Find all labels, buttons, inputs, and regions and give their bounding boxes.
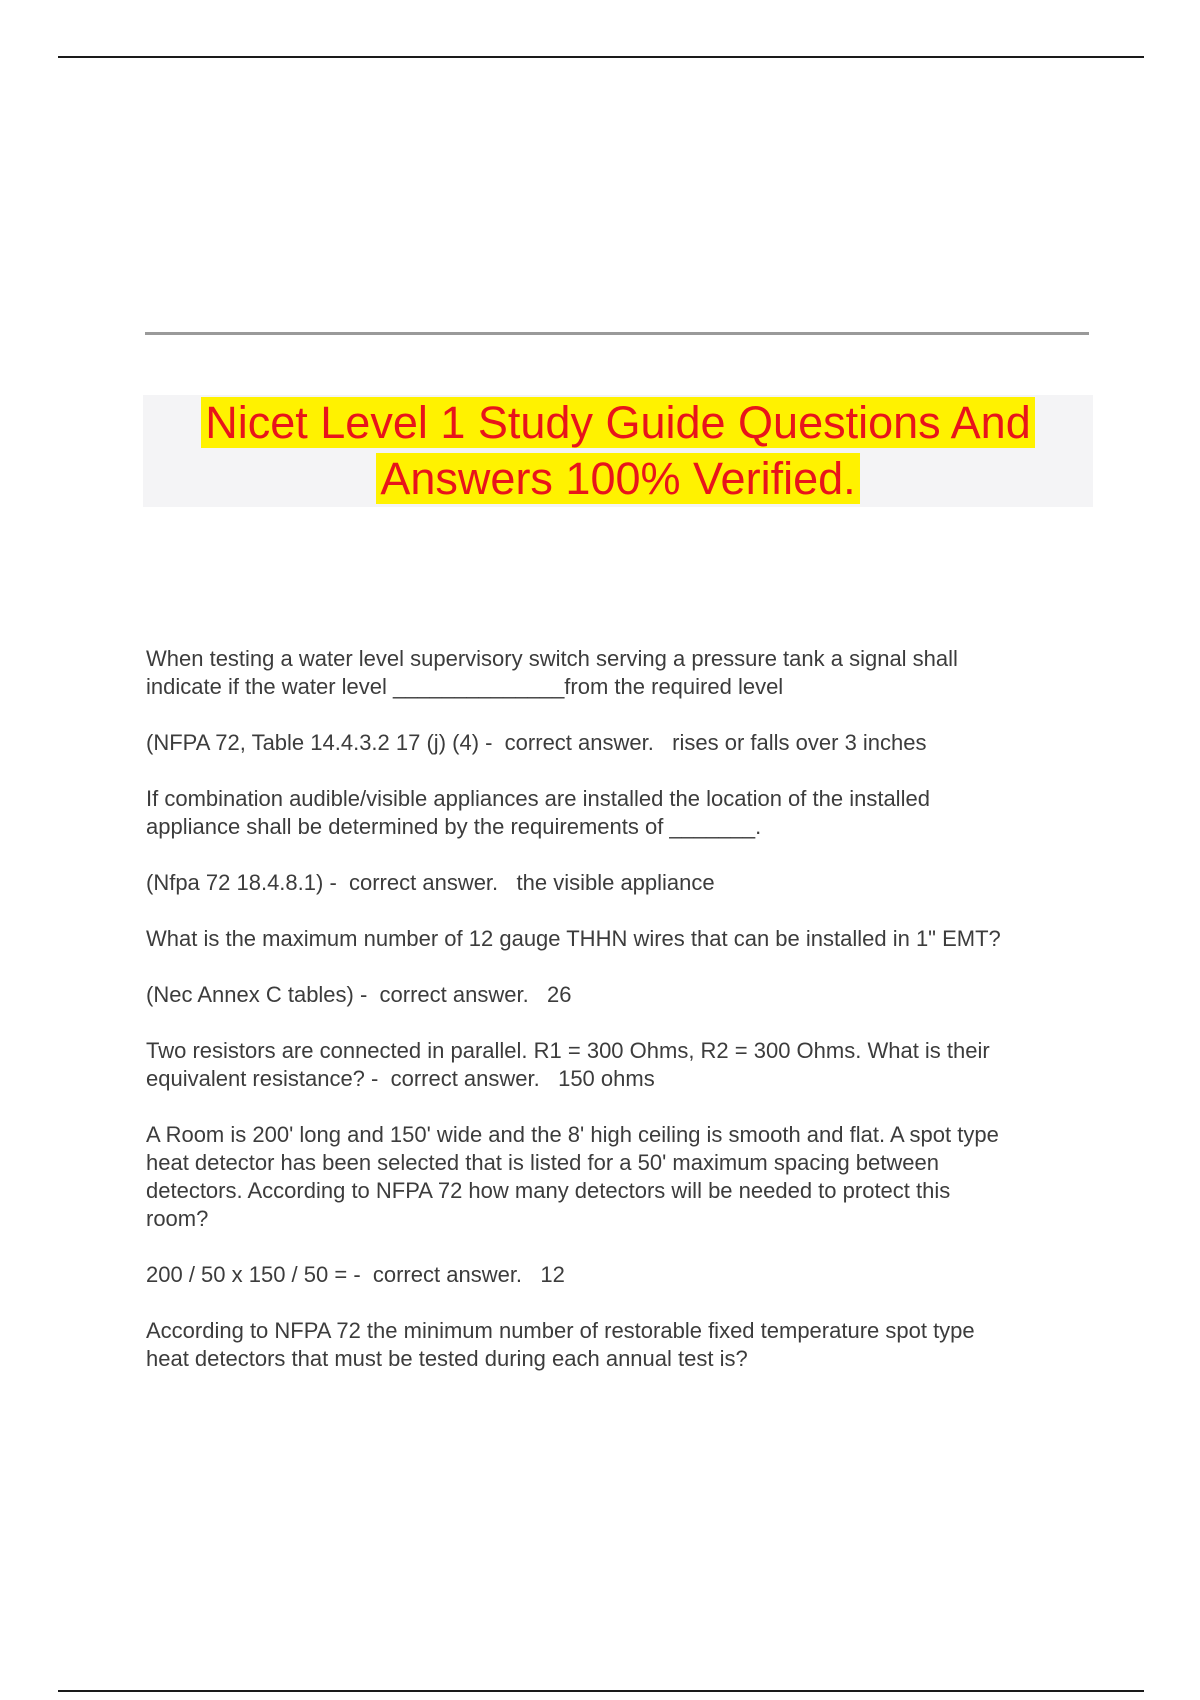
- document-title-line-1: Nicet Level 1 Study Guide Questions And: [143, 395, 1093, 451]
- answer-paragraph: (NFPA 72, Table 14.4.3.2 17 (j) (4) - correct answer. rises or falls over 3 inches: [146, 730, 927, 755]
- answer-paragraph: (Nec Annex C tables) - correct answer. 26: [146, 982, 572, 1007]
- title-block: [143, 395, 1093, 507]
- page-bottom-rule: [58, 1690, 1144, 1692]
- question-paragraph: According to NFPA 72 the minimum number of restorable fixed temperature spot type heat detectors that must be tested during each annual test is?: [146, 1318, 975, 1371]
- title-divider: [145, 332, 1089, 335]
- answer-paragraph: (Nfpa 72 18.4.8.1) - correct answer. the visible appliance: [146, 870, 715, 895]
- question-paragraph: What is the maximum number of 12 gauge THHN wires that can be installed in 1" EMT?: [146, 926, 1001, 951]
- question-paragraph: If combination audible/visible appliances are installed the location of the installed appliance shall be determined by the requirements of _______.: [146, 786, 930, 839]
- question-paragraph: A Room is 200' long and 150' wide and the 8' high ceiling is smooth and flat. A spot type heat detector has been selected that is listed for a 50' maximum spacing between detectors. According to NFPA 72 how many detectors will be needed to protect this room?: [146, 1122, 999, 1231]
- answer-paragraph: 200 / 50 x 150 / 50 = - correct answer. 12: [146, 1262, 565, 1287]
- study-guide-content: [146, 645, 1106, 1401]
- question-answer-paragraph: Two resistors are connected in parallel. R1 = 300 Ohms, R2 = 300 Ohms. What is their equivalent resistance? - correct answer. 150 ohms: [146, 1038, 990, 1091]
- document-title-line-2: Answers 100% Verified.: [143, 451, 1093, 507]
- question-paragraph: When testing a water level supervisory switch serving a pressure tank a signal shall indicate if the water level ______________from the required level: [146, 646, 958, 699]
- page-top-rule: [58, 56, 1144, 58]
